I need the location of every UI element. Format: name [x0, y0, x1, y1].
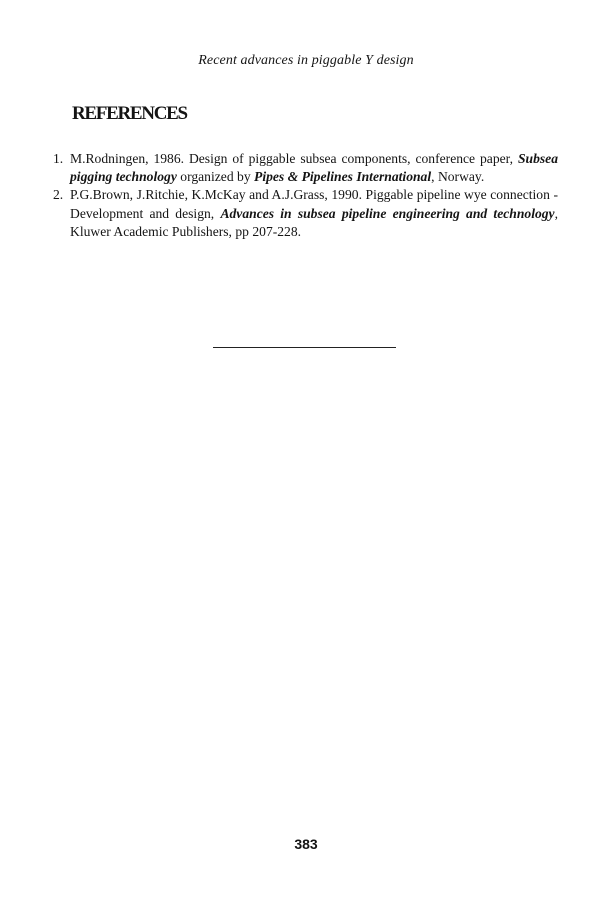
reference-title-italic: Subsea pigging technology [70, 151, 558, 185]
reference-text-part: M.Rodningen, 1986. Design of piggable subsea components, conference paper, [70, 151, 518, 166]
reference-title-italic: Advances in subsea pipeline engineering and technology [220, 205, 555, 221]
reference-number: 1. [53, 151, 64, 166]
end-divider-rule [213, 347, 396, 348]
running-header: Recent advances in piggable Y design [198, 53, 414, 68]
reference-item [53, 186, 558, 241]
reference-publisher-italic: Pipes & Pipelines International [254, 169, 432, 185]
reference-text-part: , Kluwer Academic Publishers, pp 207-228. [70, 205, 558, 239]
reference-text-part: organized by [176, 169, 255, 185]
reference-text [70, 187, 558, 238]
section-heading: REFERENCES [72, 103, 187, 124]
reference-text-part: P.G.Brown, J.Ritchie, K.McKay and A.J.Grass, 1990. Piggable pipeline wye connection - Development and design, [70, 187, 558, 221]
page-number: 383 [294, 836, 318, 852]
reference-text-part: , Norway. [431, 169, 485, 185]
reference-text [70, 151, 558, 184]
reference-list [53, 150, 558, 241]
reference-number: 2. [53, 187, 64, 203]
reference-item [53, 150, 558, 186]
